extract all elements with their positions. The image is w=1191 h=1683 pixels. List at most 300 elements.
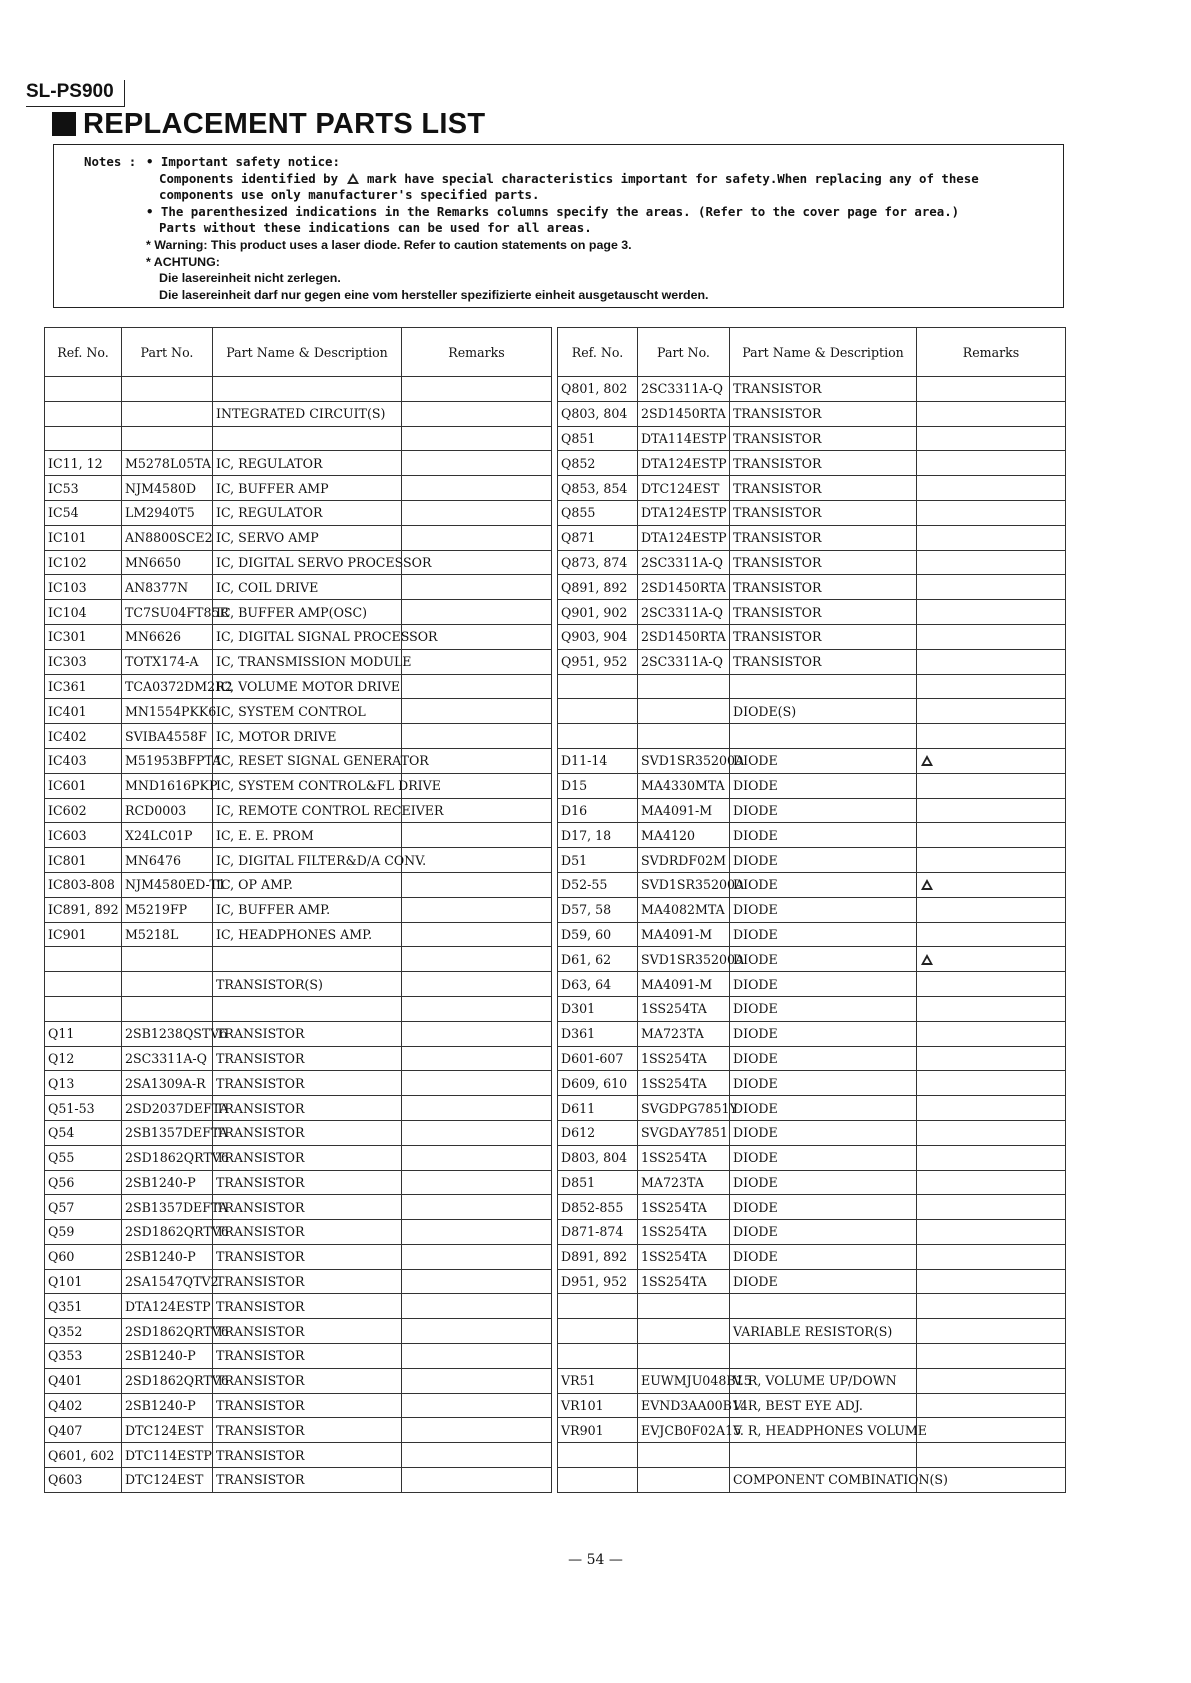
remarks-cell (917, 377, 1066, 402)
table-row (558, 649, 1066, 674)
part-number-cell: MA4091-M (638, 798, 730, 823)
ref-cell: IC602 (45, 798, 122, 823)
table-row (45, 1418, 552, 1443)
part-number-cell (638, 1468, 730, 1493)
parts-table-right (557, 327, 1066, 1493)
table-row (45, 972, 552, 997)
ref-cell: D951, 952 (558, 1269, 638, 1294)
description-cell: DIODE (730, 1120, 917, 1145)
ref-cell: D61, 62 (558, 947, 638, 972)
table-row (558, 1195, 1066, 1220)
description-cell: TRANSISTOR (730, 575, 917, 600)
table-row (45, 451, 552, 476)
model-number: SL-PS900 (26, 80, 125, 107)
part-number-cell: DTA124ESTP (638, 500, 730, 525)
ref-cell: Q402 (45, 1393, 122, 1418)
table-row (558, 1294, 1066, 1319)
remarks-cell (917, 947, 1066, 972)
table-row (558, 426, 1066, 451)
part-number-cell: DTA124ESTP (638, 451, 730, 476)
description-cell: TRANSISTOR (730, 426, 917, 451)
description-cell: TRANSISTOR (213, 1468, 402, 1493)
remarks-cell (917, 773, 1066, 798)
table-row (45, 1393, 552, 1418)
note-line: components use only manufacturer's specified parts. (159, 187, 540, 203)
remarks-cell (917, 550, 1066, 575)
part-number-cell: 1SS254TA (638, 1195, 730, 1220)
part-number-cell: EVND3AA00B14 (638, 1393, 730, 1418)
description-cell: TRANSISTOR (213, 1393, 402, 1418)
remarks-cell (402, 476, 552, 501)
remarks-cell (917, 451, 1066, 476)
remarks-cell (402, 1170, 552, 1195)
description-cell: IC, MOTOR DRIVE (213, 724, 402, 749)
part-number-cell: 2SC3311A-Q (122, 1046, 213, 1071)
remarks-cell (917, 1368, 1066, 1393)
part-number-cell: SVD1SR35200A (638, 748, 730, 773)
part-number-cell: 2SD1450RTA (638, 575, 730, 600)
ref-cell (45, 972, 122, 997)
table-row (558, 1368, 1066, 1393)
table-header-row (558, 328, 1066, 377)
ref-cell: IC54 (45, 500, 122, 525)
ref-cell (558, 1468, 638, 1493)
ref-cell: IC401 (45, 699, 122, 724)
ref-cell: D611 (558, 1096, 638, 1121)
part-number-cell: MN1554PKK6 (122, 699, 213, 724)
remarks-cell (402, 377, 552, 402)
table-row (558, 748, 1066, 773)
ref-cell: Q801, 802 (558, 377, 638, 402)
description-cell: DIODE (730, 1170, 917, 1195)
description-cell: DIODE (730, 1145, 917, 1170)
table-row (45, 426, 552, 451)
ref-cell: D851 (558, 1170, 638, 1195)
col-header-ref: Ref. No. (558, 328, 638, 377)
table-row (558, 1046, 1066, 1071)
part-number-cell (122, 947, 213, 972)
remarks-cell (917, 476, 1066, 501)
part-number-cell: DTA124ESTP (122, 1294, 213, 1319)
remarks-cell (917, 1418, 1066, 1443)
description-cell (730, 674, 917, 699)
ref-cell: IC101 (45, 525, 122, 550)
description-cell: TRANSISTOR (730, 600, 917, 625)
table-row (45, 1244, 552, 1269)
description-cell: IC, COIL DRIVE (213, 575, 402, 600)
description-cell: TRANSISTOR (213, 1170, 402, 1195)
ref-cell: Q601, 602 (45, 1443, 122, 1468)
part-number-cell: M5218L (122, 922, 213, 947)
col-header-desc: Part Name & Description (213, 328, 402, 377)
note-line-part: mark have special characteristics important for safety.When replacing any of these (366, 170, 979, 186)
remarks-cell (402, 1344, 552, 1369)
part-number-cell: MA4091-M (638, 922, 730, 947)
ref-cell (45, 996, 122, 1021)
table-row (558, 1269, 1066, 1294)
table-row (558, 1244, 1066, 1269)
table-row (45, 1468, 552, 1493)
table-row (558, 1220, 1066, 1245)
part-number-cell: NJM4580ED-T1 (122, 872, 213, 897)
note-line (146, 171, 979, 188)
table-row (45, 401, 552, 426)
remarks-cell (917, 1170, 1066, 1195)
ref-cell: D51 (558, 848, 638, 873)
safety-triangle-icon (921, 954, 933, 965)
ref-cell: D301 (558, 996, 638, 1021)
remarks-cell (917, 1145, 1066, 1170)
table-row (558, 1344, 1066, 1369)
ref-cell: Q891, 892 (558, 575, 638, 600)
notes-body (146, 154, 979, 303)
remarks-cell (917, 1021, 1066, 1046)
part-number-cell (638, 1319, 730, 1344)
description-cell: IC, RESET SIGNAL GENERATOR (213, 748, 402, 773)
description-cell: IC, BUFFER AMP (213, 476, 402, 501)
remarks-cell (917, 600, 1066, 625)
description-cell: INTEGRATED CIRCUIT(S) (213, 401, 402, 426)
note-line: * Warning: This product uses a laser diode. Refer to caution statements on page 3. (146, 237, 632, 252)
part-number-cell: SVDRDF02M (638, 848, 730, 873)
ref-cell: VR901 (558, 1418, 638, 1443)
col-header-part: Part No. (638, 328, 730, 377)
ref-cell: D52-55 (558, 872, 638, 897)
table-row (45, 872, 552, 897)
table-row (45, 947, 552, 972)
remarks-cell (402, 426, 552, 451)
description-cell: IC, REGULATOR (213, 451, 402, 476)
remarks-cell (402, 972, 552, 997)
description-cell: V. R, BEST EYE ADJ. (730, 1393, 917, 1418)
notes-box (53, 144, 1064, 308)
description-cell: TRANSISTOR (213, 1294, 402, 1319)
remarks-cell (917, 1344, 1066, 1369)
description-cell: TRANSISTOR (730, 377, 917, 402)
remarks-cell (402, 1319, 552, 1344)
remarks-cell (917, 1195, 1066, 1220)
ref-cell: Q101 (45, 1269, 122, 1294)
part-number-cell: 2SC3311A-Q (638, 550, 730, 575)
part-number-cell: MN6476 (122, 848, 213, 873)
remarks-cell (917, 823, 1066, 848)
description-cell: TRANSISTOR (213, 1344, 402, 1369)
table-row (45, 500, 552, 525)
part-number-cell: 1SS254TA (638, 1046, 730, 1071)
part-number-cell: DTA124ESTP (638, 525, 730, 550)
table-row (558, 1170, 1066, 1195)
table-row (45, 724, 552, 749)
ref-cell: D852-855 (558, 1195, 638, 1220)
part-number-cell (122, 401, 213, 426)
ref-cell: D16 (558, 798, 638, 823)
remarks-cell (917, 972, 1066, 997)
description-cell: TRANSISTOR (730, 649, 917, 674)
part-number-cell: SVIBA4558F (122, 724, 213, 749)
description-cell: DIODE (730, 773, 917, 798)
part-number-cell (638, 699, 730, 724)
parts-table-left-body (45, 377, 552, 1493)
table-row (45, 1096, 552, 1121)
part-number-cell: 2SD1450RTA (638, 401, 730, 426)
table-row (558, 972, 1066, 997)
remarks-cell (402, 1294, 552, 1319)
table-row (558, 1120, 1066, 1145)
part-number-cell: 1SS254TA (638, 1244, 730, 1269)
table-row (45, 1170, 552, 1195)
description-cell: TRANSISTOR (213, 1368, 402, 1393)
ref-cell (45, 401, 122, 426)
safety-triangle-icon (921, 755, 933, 766)
parts-table-left (44, 327, 552, 1493)
description-cell: IC, OP AMP. (213, 872, 402, 897)
remarks-cell (917, 1393, 1066, 1418)
remarks-cell (402, 401, 552, 426)
table-row (45, 1319, 552, 1344)
description-cell: DIODE (730, 1046, 917, 1071)
description-cell: TRANSISTOR(S) (213, 972, 402, 997)
ref-cell: IC601 (45, 773, 122, 798)
ref-cell: IC104 (45, 600, 122, 625)
note-line: * ACHTUNG: (146, 254, 220, 269)
ref-cell: D871-874 (558, 1220, 638, 1245)
remarks-cell (917, 798, 1066, 823)
table-row (45, 1021, 552, 1046)
ref-cell (558, 1294, 638, 1319)
description-cell: TRANSISTOR (730, 476, 917, 501)
ref-cell (45, 947, 122, 972)
ref-cell: Q901, 902 (558, 600, 638, 625)
part-number-cell (638, 724, 730, 749)
description-cell: TRANSISTOR (730, 451, 917, 476)
description-cell: TRANSISTOR (213, 1071, 402, 1096)
remarks-cell (402, 1244, 552, 1269)
ref-cell: Q57 (45, 1195, 122, 1220)
remarks-cell (402, 922, 552, 947)
ref-cell: D17, 18 (558, 823, 638, 848)
part-number-cell (638, 1344, 730, 1369)
remarks-cell (402, 600, 552, 625)
description-cell (730, 724, 917, 749)
description-cell: IC, BUFFER AMP(OSC) (213, 600, 402, 625)
part-number-cell: MA723TA (638, 1021, 730, 1046)
part-number-cell: MN6626 (122, 624, 213, 649)
table-row (45, 600, 552, 625)
description-cell: TRANSISTOR (213, 1244, 402, 1269)
ref-cell: IC603 (45, 823, 122, 848)
description-cell: TRANSISTOR (730, 401, 917, 426)
part-number-cell: 2SB1357DEFTA (122, 1195, 213, 1220)
ref-cell: Q352 (45, 1319, 122, 1344)
remarks-cell (917, 1443, 1066, 1468)
table-row (45, 377, 552, 402)
ref-cell: Q54 (45, 1120, 122, 1145)
part-number-cell (638, 674, 730, 699)
part-number-cell: SVGDAY7851 (638, 1120, 730, 1145)
remarks-cell (917, 575, 1066, 600)
part-number-cell: M5219FP (122, 897, 213, 922)
remarks-cell (917, 1046, 1066, 1071)
ref-cell: D361 (558, 1021, 638, 1046)
ref-cell: Q873, 874 (558, 550, 638, 575)
part-number-cell: MN6650 (122, 550, 213, 575)
ref-cell: Q407 (45, 1418, 122, 1443)
part-number-cell: DTC124EST (638, 476, 730, 501)
ref-cell: IC102 (45, 550, 122, 575)
table-row (45, 649, 552, 674)
remarks-cell (917, 724, 1066, 749)
description-cell: TRANSISTOR (213, 1120, 402, 1145)
part-number-cell: 2SB1238QSTV6 (122, 1021, 213, 1046)
remarks-cell (917, 897, 1066, 922)
safety-triangle-icon (921, 879, 933, 890)
ref-cell (558, 1344, 638, 1369)
ref-cell: Q59 (45, 1220, 122, 1245)
ref-cell: Q353 (45, 1344, 122, 1369)
ref-cell: Q803, 804 (558, 401, 638, 426)
part-number-cell: MA4330MTA (638, 773, 730, 798)
col-header-desc: Part Name & Description (730, 328, 917, 377)
table-row (558, 872, 1066, 897)
table-row (45, 575, 552, 600)
table-row (558, 600, 1066, 625)
remarks-cell (402, 1145, 552, 1170)
part-number-cell (122, 996, 213, 1021)
table-row (45, 1269, 552, 1294)
remarks-cell (402, 525, 552, 550)
description-cell: TRANSISTOR (730, 624, 917, 649)
description-cell: IC, E. E. PROM (213, 823, 402, 848)
remarks-cell (402, 1393, 552, 1418)
table-row (45, 476, 552, 501)
ref-cell: Q853, 854 (558, 476, 638, 501)
description-cell: TRANSISTOR (213, 1220, 402, 1245)
ref-cell: Q351 (45, 1294, 122, 1319)
ref-cell: Q11 (45, 1021, 122, 1046)
remarks-cell (402, 674, 552, 699)
part-number-cell: SVD1SR35200A (638, 872, 730, 897)
ref-cell: D601-607 (558, 1046, 638, 1071)
part-number-cell: 2SB1240-P (122, 1244, 213, 1269)
col-header-remarks: Remarks (402, 328, 552, 377)
page-number: — 54 — (568, 1552, 623, 1568)
part-number-cell: MA4091-M (638, 972, 730, 997)
remarks-cell (402, 1120, 552, 1145)
ref-cell: Q12 (45, 1046, 122, 1071)
part-number-cell: DTC124EST (122, 1418, 213, 1443)
part-number-cell (122, 377, 213, 402)
table-row (558, 897, 1066, 922)
description-cell: DIODE (730, 972, 917, 997)
remarks-cell (402, 451, 552, 476)
col-header-part: Part No. (122, 328, 213, 377)
table-row (558, 377, 1066, 402)
description-cell: IC, SYSTEM CONTROL (213, 699, 402, 724)
table-row (558, 773, 1066, 798)
description-cell: TRANSISTOR (213, 1046, 402, 1071)
description-cell: DIODE (730, 996, 917, 1021)
part-number-cell: 2SC3311A-Q (638, 377, 730, 402)
remarks-cell (917, 500, 1066, 525)
ref-cell: IC803-808 (45, 872, 122, 897)
remarks-cell (402, 947, 552, 972)
remarks-cell (917, 848, 1066, 873)
table-row (558, 947, 1066, 972)
remarks-cell (917, 699, 1066, 724)
ref-cell: Q51-53 (45, 1096, 122, 1121)
remarks-cell (402, 575, 552, 600)
description-cell: TRANSISTOR (730, 500, 917, 525)
page-title (52, 108, 485, 141)
table-row (45, 699, 552, 724)
remarks-cell (402, 1368, 552, 1393)
description-cell: IC, REGULATOR (213, 500, 402, 525)
remarks-cell (917, 1319, 1066, 1344)
description-cell: TRANSISTOR (213, 1269, 402, 1294)
table-row (45, 1145, 552, 1170)
description-cell: TRANSISTOR (213, 1021, 402, 1046)
part-number-cell: MA4082MTA (638, 897, 730, 922)
ref-cell: Q401 (45, 1368, 122, 1393)
ref-cell: D59, 60 (558, 922, 638, 947)
ref-cell: Q851 (558, 426, 638, 451)
description-cell: COMPONENT COMBINATION(S) (730, 1468, 917, 1493)
page-title-text: REPLACEMENT PARTS LIST (83, 108, 486, 140)
ref-cell: Q871 (558, 525, 638, 550)
description-cell (730, 1344, 917, 1369)
part-number-cell: DTA114ESTP (638, 426, 730, 451)
ref-cell (558, 1443, 638, 1468)
table-row (558, 624, 1066, 649)
part-number-cell: 2SB1240-P (122, 1393, 213, 1418)
ref-cell: D609, 610 (558, 1071, 638, 1096)
note-line: Parts without these indications can be used for all areas. (159, 220, 592, 236)
table-row (558, 575, 1066, 600)
ref-cell: D57, 58 (558, 897, 638, 922)
part-number-cell: 2SB1357DEFTA (122, 1120, 213, 1145)
table-row (558, 922, 1066, 947)
remarks-cell (402, 1195, 552, 1220)
description-cell (213, 377, 402, 402)
table-row (45, 773, 552, 798)
part-number-cell: SVGDPG7851Y (638, 1096, 730, 1121)
part-number-cell (638, 1443, 730, 1468)
description-cell (730, 1294, 917, 1319)
ref-cell: D63, 64 (558, 972, 638, 997)
heading-square-icon (52, 112, 76, 136)
part-number-cell: 2SD1862QRTV6 (122, 1145, 213, 1170)
table-row (45, 1220, 552, 1245)
description-cell: V. R, VOLUME UP/DOWN (730, 1368, 917, 1393)
parts-table-right-body (558, 377, 1066, 1493)
remarks-cell (917, 996, 1066, 1021)
ref-cell: D891, 892 (558, 1244, 638, 1269)
ref-cell: IC11, 12 (45, 451, 122, 476)
description-cell: DIODE (730, 1096, 917, 1121)
table-row (45, 1443, 552, 1468)
part-number-cell: 1SS254TA (638, 1071, 730, 1096)
description-cell: DIODE (730, 872, 917, 897)
ref-cell: IC403 (45, 748, 122, 773)
part-number-cell: LM2940T5 (122, 500, 213, 525)
ref-cell: IC103 (45, 575, 122, 600)
col-header-remarks: Remarks (917, 328, 1066, 377)
part-number-cell: MA4120 (638, 823, 730, 848)
table-row (558, 848, 1066, 873)
table-row (45, 1120, 552, 1145)
remarks-cell (402, 1220, 552, 1245)
table-row (45, 823, 552, 848)
